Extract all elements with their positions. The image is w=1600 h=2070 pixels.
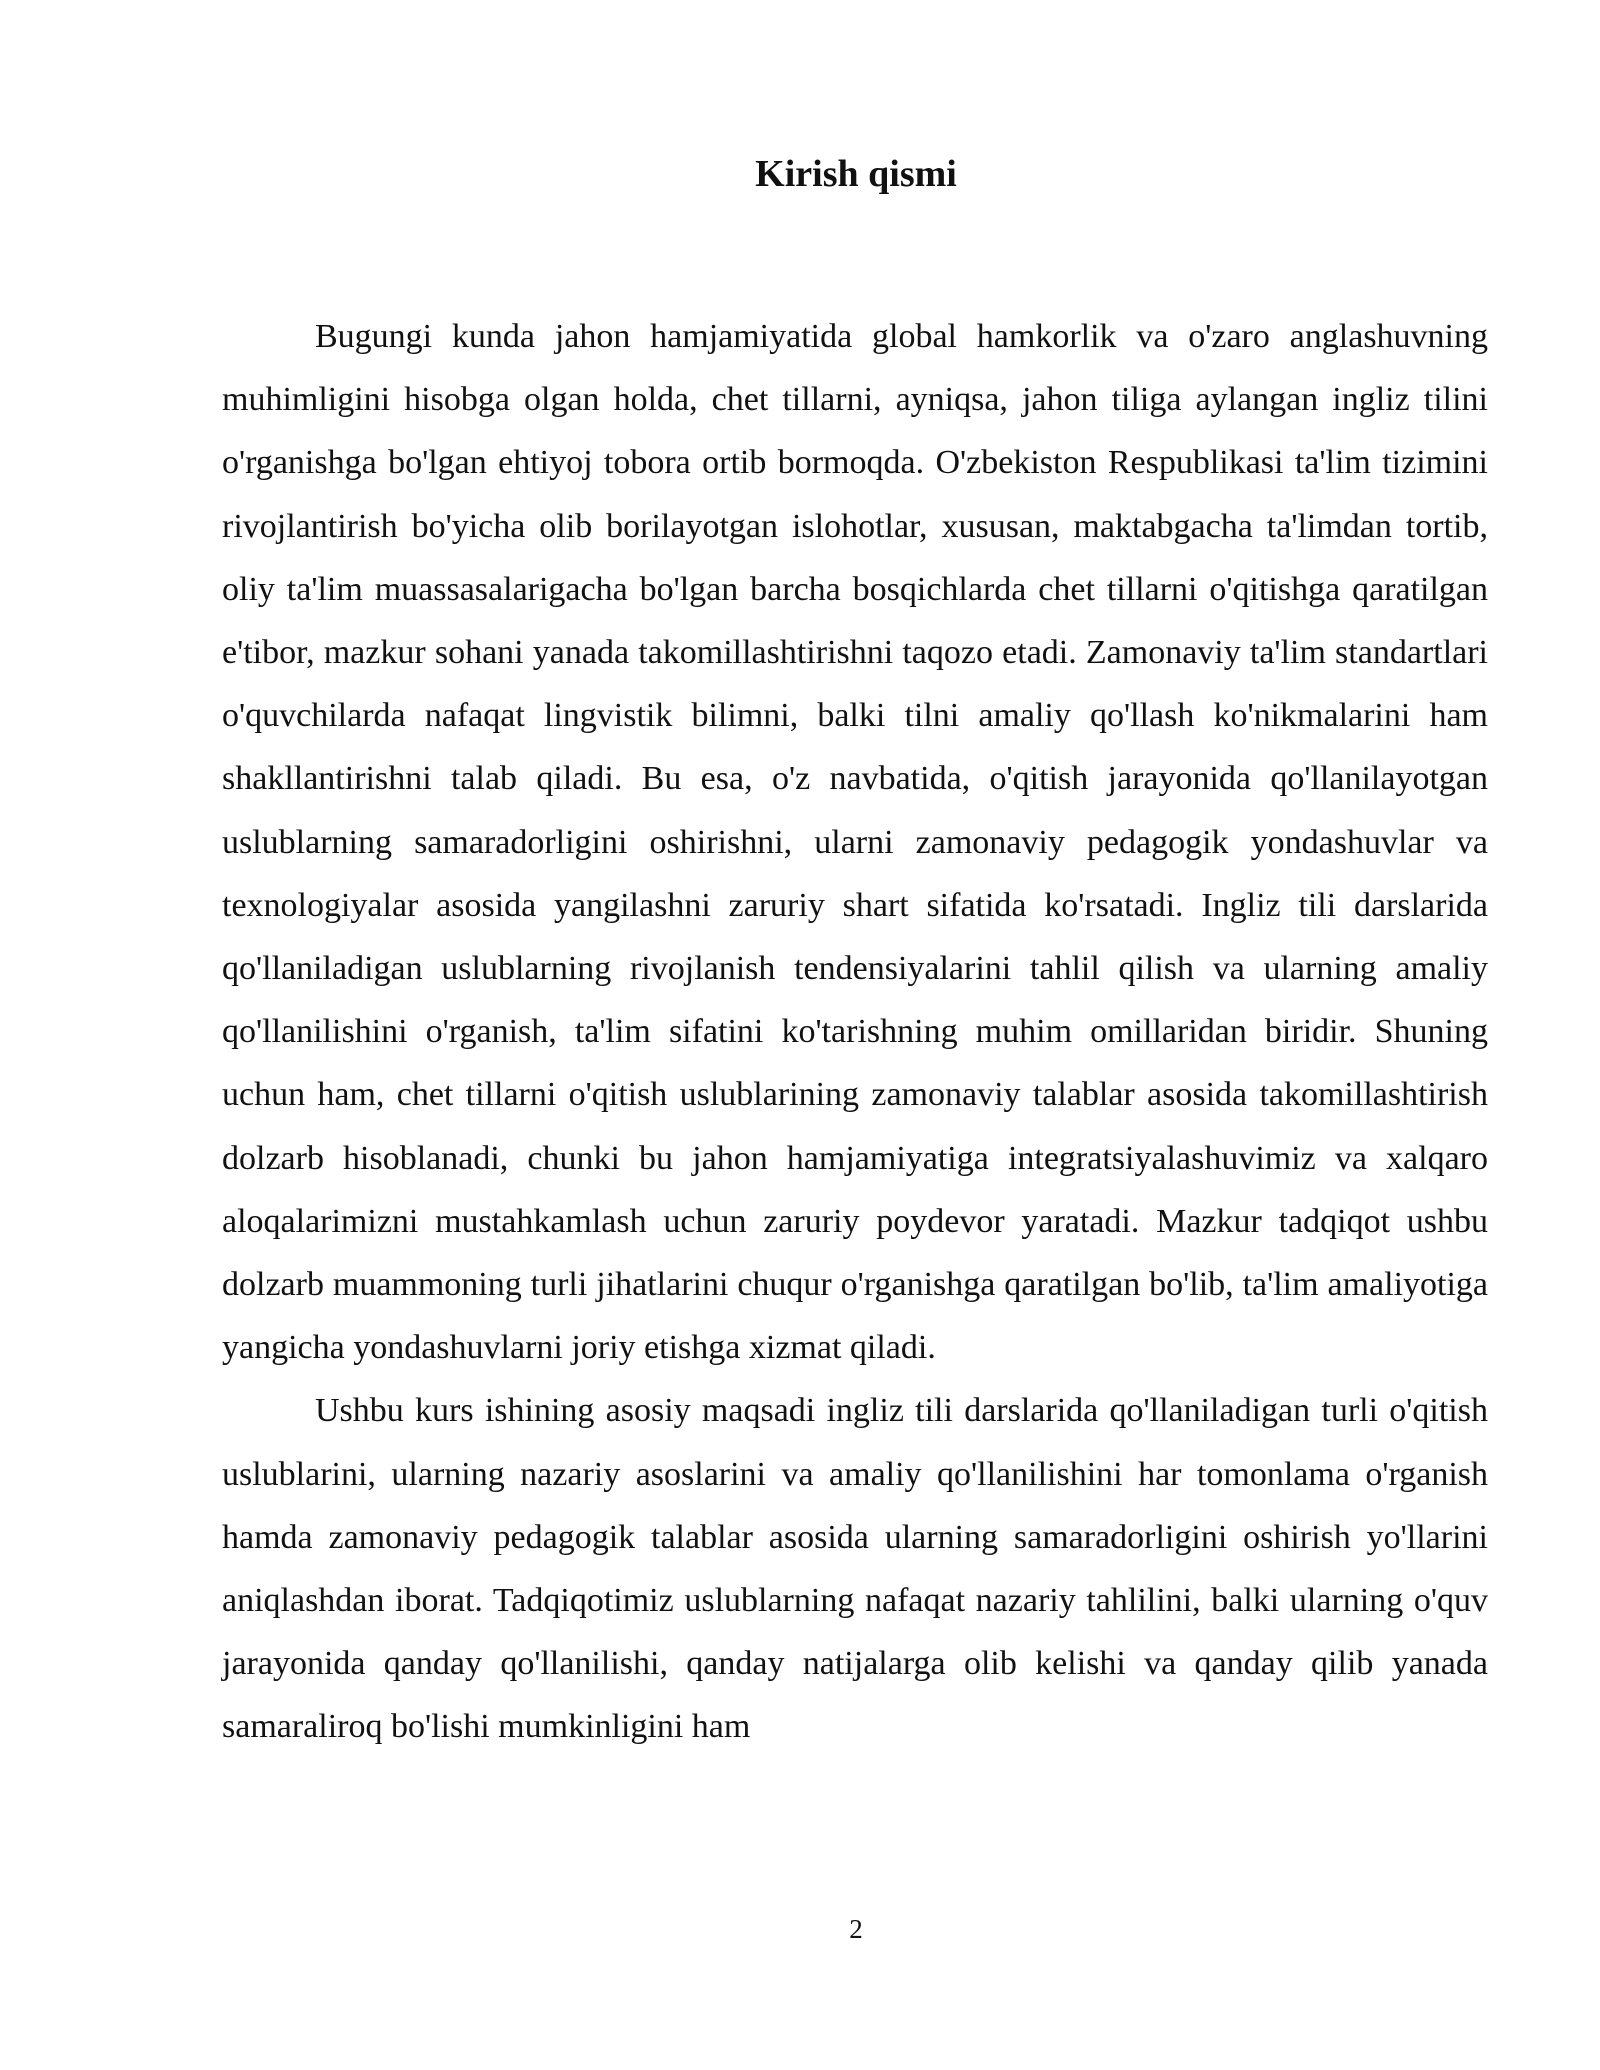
page-number: 2 (849, 1914, 863, 1944)
paragraph: Ushbu kurs ishining asosiy maqsadi ingliz tili darslarida qo'llaniladigan turli o'qitish uslublarini, ularning nazariy asoslarini va amaliy qo'llanilishini har tomonlama o'rganish hamda zamonaviy pedagogik talablar asosida ularning samaradorligini oshirish yo'llarini aniqlashdan iborat. Tadqiqotimiz uslublarning nafaqat nazariy tahlilini, balki ularning o'quv jarayonida qanday qo'llanilishi, qanday natijalarga olib kelishi va qanday qilib yanada samaraliroq bo'lishi mumkinligini ham (222, 1392, 1488, 1746)
page-title: Kirish qismi (755, 153, 957, 195)
paragraph: Bugungi kunda jahon hamjamiyatida global hamkorlik va o'zaro anglashuvning muhimligini hisobga olgan holda, chet tillarni, ayniqsa, jahon tiliga aylangan ingliz tilini o'rganishga bo'lgan ehtiyoj tobora ortib bormoqda. O'zbekiston Respublikasi ta'lim tizimini rivojlantirish bo'yicha olib borilayotgan islohotlar, xususan, maktabgacha ta'limdan tortib, oliy ta'lim muassasalarigacha bo'lgan barcha bosqichlarda chet tillarni o'qitishga qaratilgan e'tibor, mazkur sohani yanada takomillashtirishni taqozo etadi. Zamonaviy ta'lim standartlari o'quvchilarda nafaqat lingvistik bilimni, balki tilni amaliy qo'llash ko'nikmalarini ham shakllantirishni talab qiladi. Bu esa, o'z navbatida, o'qitish jarayonida qo'llanilayotgan uslublarning samaradorligini oshirishni, ularni zamonaviy pedagogik yondashuvlar va texnologiyalar asosida yangilashni zaruriy shart sifatida ko'rsatadi. Ingliz tili darslarida qo'llaniladigan uslublarning rivojlanish tendensiyalarini tahlil qilish va ularning amaliy qo'llanilishini o'rganish, ta'lim sifatini ko'tarishning muhim omillaridan biridir. Shuning uchun ham, chet tillarni o'qitish uslublarining zamonaviy talablar asosida takomillashtirish dolzarb hisoblanadi, chunki bu jahon hamjamiyatiga integratsiyalashuvimiz va xalqaro aloqalarimizni mustahkamlash uchun zaruriy poydevor yaratadi. Mazkur tadqiqot ushbu dolzarb muammoning turli jihatlarini chuqur o'rganishga qaratilgan bo'lib, ta'lim amaliyotiga yangicha yondashuvlarni joriy etishga xizmat qiladi. (222, 318, 1488, 1367)
document-body (222, 305, 1488, 1759)
